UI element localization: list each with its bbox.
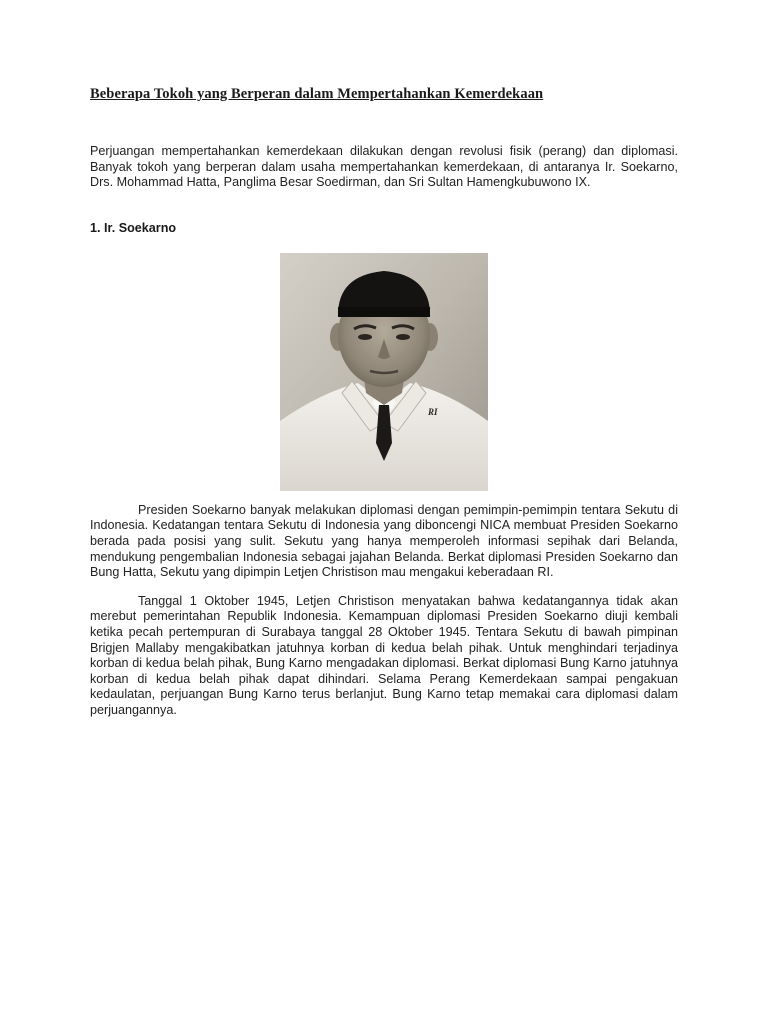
section-heading: 1. Ir. Soekarno — [90, 220, 177, 235]
body-paragraph: Tanggal 1 Oktober 1945, Letjen Christison menyatakan bahwa kedatangannya tidak akan merebut pemerintahan Republik Indonesia. Kemampuan diplomasi Presiden Soekarno diuji kembali ketika pecah pertempuran di Surabaya tanggal 28 Oktober 1945. Tentara Sekutu di bawah pimpinan Brigjen Mallaby mengakibatkan jatuhnya korban di kedua belah pihak. Untuk menghindari terjadinya korban di kedua belah pihak, Bung Karno mengadakan diplomasi. Berkat diplomasi Bung Karno jatuhnya korban di kedua belah pihak dapat dihindari. Selama Perang Kemerdekaan sampai pengakuan kedaulatan, perjuangan Bung Karno terus berlanjut. Bung Karno tetap memakai cara diplomasi dalam perjuangannya. — [90, 593, 678, 717]
document-title: Beberapa Tokoh yang Berperan dalam Mempertahankan Kemerdekaan — [90, 86, 544, 102]
portrait-photo — [280, 253, 488, 491]
intro-paragraph: Perjuangan mempertahankan kemerdekaan dilakukan dengan revolusi fisik (perang) dan diplomasi. Banyak tokoh yang berperan dalam usaha mempertahankan kemerdekaan, di antaranya Ir. Soekarno, Drs. Mohammad Hatta, Panglima Besar Soedirman, dan Sri Sultan Hamengkubuwono IX. — [90, 144, 678, 190]
document-page — [90, 86, 678, 719]
body-paragraph: Presiden Soekarno banyak melakukan diplomasi dengan pemimpin-pemimpin tentara Sekutu di Indonesia. Kedatangan tentara Sekutu di Indonesia yang diboncengi NICA membuat Presiden Soekarno berada pada posisi yang sulit. Sekutu yang hanya memperoleh informasi sepihak dari Belanda, mendukung pengembalian Indonesia sebagai jajahan Belanda. Berkat diplomasi Presiden Soekarno dan Bung Hatta, Sekutu yang dipimpin Letjen Christison mau mengakui keberadaan RI. — [90, 502, 678, 580]
collar-badge-text: RI — [428, 406, 438, 417]
